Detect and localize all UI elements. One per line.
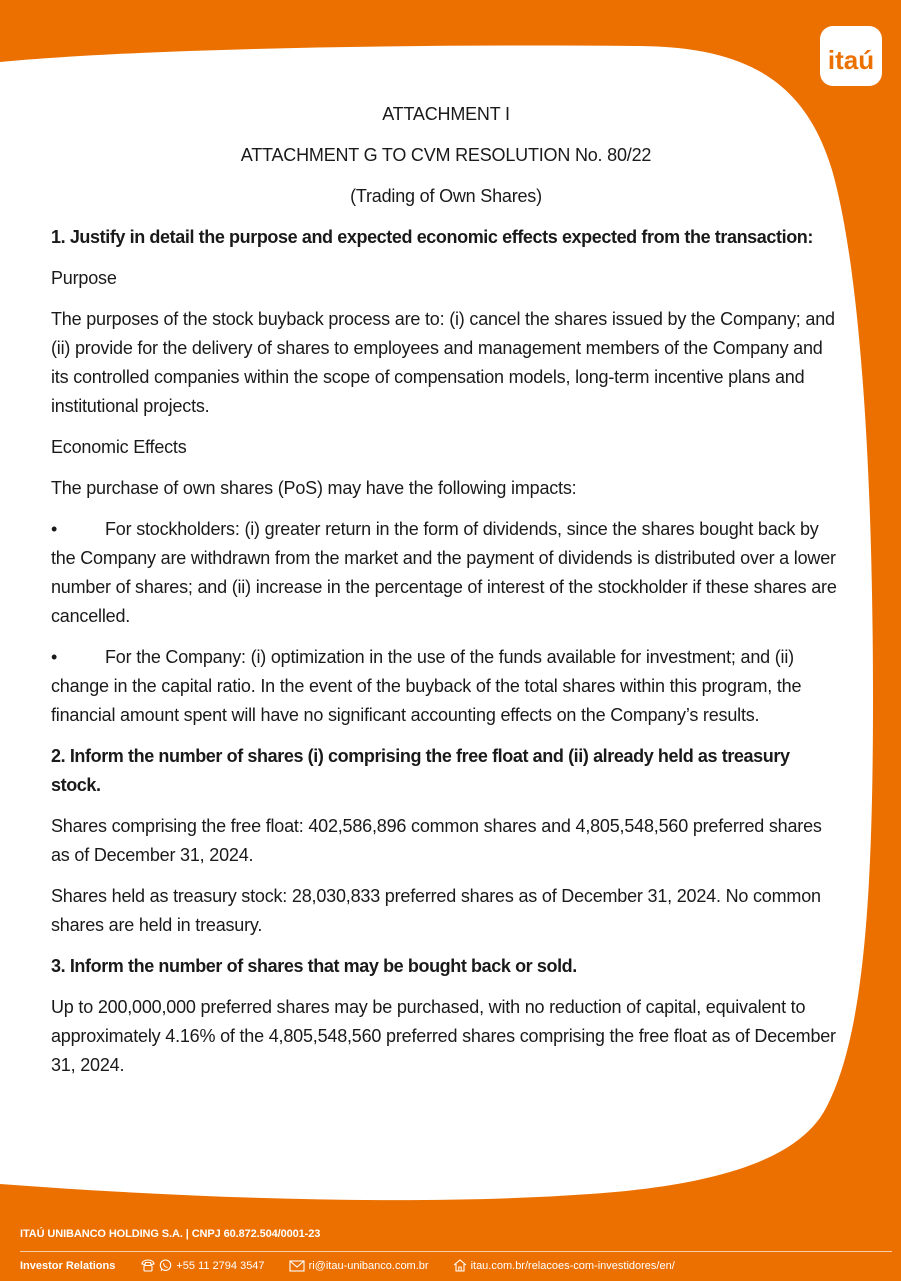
website-url: itau.com.br/relacoes-com-investidores/en/ [470,1259,675,1272]
section1-heading: 1. Justify in detail the purpose and expected economic effects expected from the transaction: [51,227,813,247]
phone-number: +55 11 2794 3547 [176,1259,265,1272]
bullet-marker: • [51,647,58,667]
bullet-item [51,643,841,730]
investor-relations-label: Investor Relations [20,1259,116,1272]
home-icon [453,1259,467,1272]
website-link[interactable] [453,1259,675,1272]
footer-company: ITAÚ UNIBANCO HOLDING S.A. | CNPJ 60.872.504/0001-23 [20,1228,321,1240]
section2-heading: 2. Inform the number of shares (i) comprising the free float and (ii) already held as treasury stock. [51,746,790,795]
whatsapp-icon [159,1259,172,1272]
mail-icon [289,1260,305,1272]
email-contact[interactable] [289,1260,429,1272]
bullet-item [51,515,841,631]
footer-contacts [20,1259,892,1272]
document-subtitle: ATTACHMENT G TO CVM RESOLUTION No. 80/22 [240,145,652,165]
document-title: ATTACHMENT I [382,104,510,124]
logo-text: itaú [827,45,875,75]
treasury-text: Shares held as treasury stock: 28,030,833 preferred shares as of December 31, 2024. No common shares are held in treasury. [51,886,821,935]
phone-contact[interactable] [141,1259,264,1272]
bullet-text: For stockholders: (i) greater return in the form of dividends, since the shares bought back by the Company are withdrawn from the market and the payment of dividends is distributed over a lower number of shares; and (ii) increase in the percentage of interest of the stockholder if these shares are cancelled. [51,519,837,626]
bullet-text: For the Company: (i) optimization in the use of the funds available for investment; and (ii) change in the capital ratio. In the event of the buyback of the total shares within this program, the financial amount spent will have no significant accounting effects on the Company’s results. [51,647,802,725]
footer-divider [20,1251,892,1252]
itau-logo [820,26,882,86]
phone-icon [141,1259,155,1272]
section3-text: Up to 200,000,000 preferred shares may be purchased, with no reduction of capital, equivalent to approximately 4.16% of the 4,805,548,560 preferred shares comprising the free float as of December 31, 2024. [51,997,836,1075]
bullet-marker: • [51,519,58,539]
purpose-label: Purpose [51,268,117,288]
economic-effects-intro: The purchase of own shares (PoS) may have the following impacts: [51,478,577,498]
document-subheading: (Trading of Own Shares) [350,186,542,206]
email-address: ri@itau-unibanco.com.br [308,1259,429,1272]
document-body [51,100,841,1092]
free-float-text: Shares comprising the free float: 402,586,896 common shares and 4,805,548,560 preferred shares as of December 31, 2024. [51,816,822,865]
purpose-text: The purposes of the stock buyback process are to: (i) cancel the shares issued by the Company; and (ii) provide for the delivery of shares to employees and management members of the Company and its controlled companies within the scope of compensation models, long-term incentive plans and institutional projects. [51,309,835,416]
economic-effects-label: Economic Effects [51,437,187,457]
section3-heading: 3. Inform the number of shares that may be bought back or sold. [51,956,577,976]
